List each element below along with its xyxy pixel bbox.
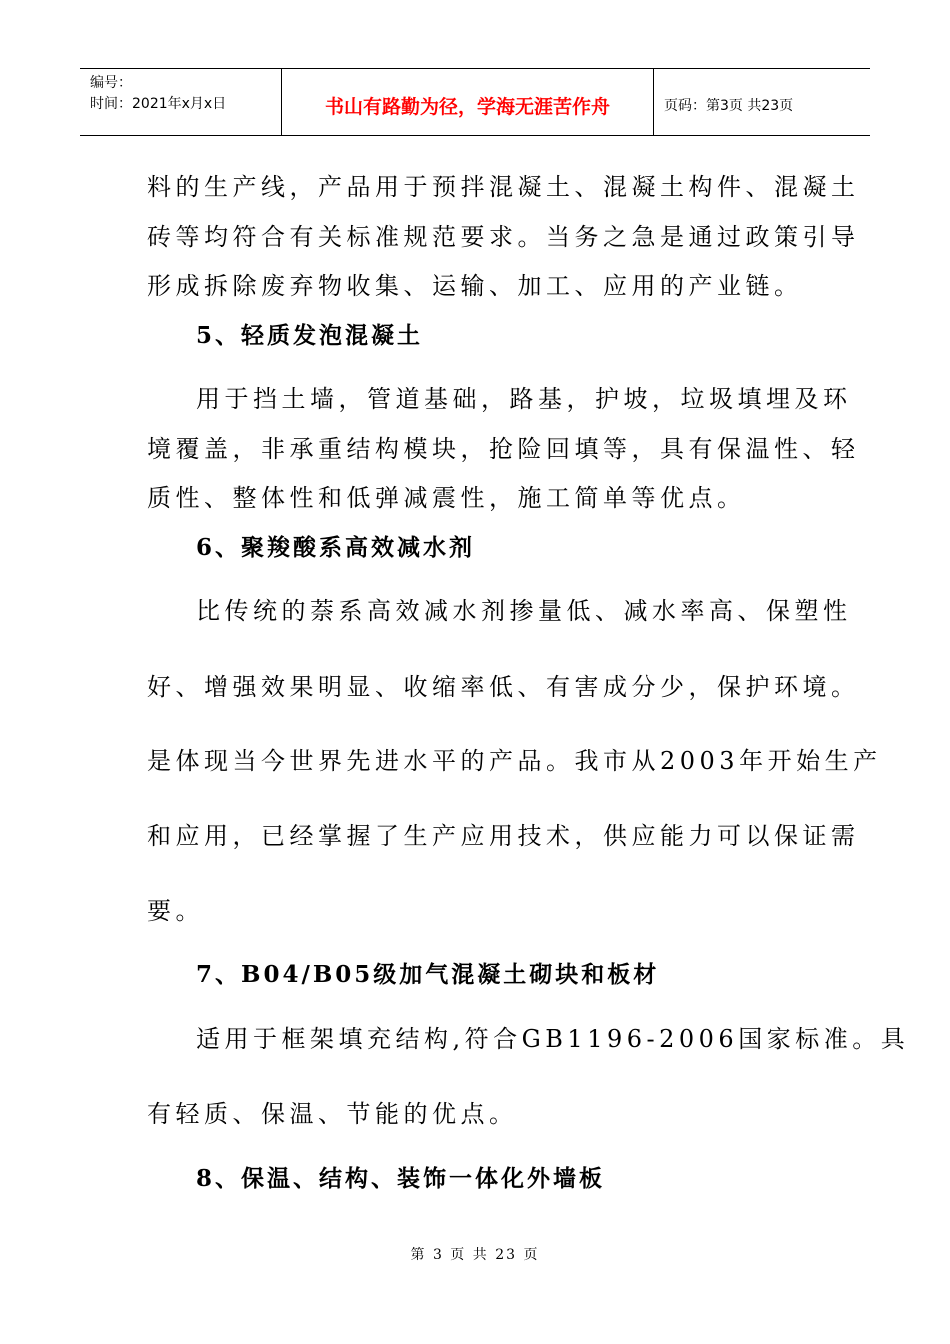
body-line: 是体现当今世界先进水平的产品。我市从2003年开始生产 <box>147 747 882 775</box>
header-meta <box>80 69 282 135</box>
section-heading-7: 7、B04/B05级加气混凝土砌块和板材 <box>196 961 660 988</box>
body-line: 好、增强效果明显、收缩率低、有害成分少，保护环境。 <box>147 673 860 701</box>
header-page-info: 页码：第3页 共23页 <box>664 98 794 114</box>
body-line: 要。 <box>147 897 204 925</box>
body-line: 用于挡土墙，管道基础，路基，护坡，垃圾填埋及环 <box>196 385 852 413</box>
body-line: 料的生产线，产品用于预拌混凝土、混凝土构件、混凝土 <box>147 173 860 201</box>
body-line: 境覆盖，非承重结构模块，抢险回填等，具有保温性、轻 <box>147 435 860 463</box>
section-heading-8: 8、保温、结构、装饰一体化外墙板 <box>196 1165 606 1192</box>
page-footer: 第 3 页 共 23 页 <box>410 1247 540 1263</box>
number-label: 编号： <box>90 75 132 91</box>
body-line: 砖等均符合有关标准规范要求。当务之急是通过政策引导 <box>147 223 860 251</box>
body-line: 比传统的萘系高效减水剂掺量低、减水率高、保塑性 <box>196 597 852 625</box>
header-motto: 书山有路勤为径，学海无涯苦作舟 <box>282 69 654 135</box>
body-line: 和应用，已经掌握了生产应用技术，供应能力可以保证需 <box>147 822 860 850</box>
page-header <box>80 68 870 136</box>
body-line: 质性、整体性和低弹减震性，施工简单等优点。 <box>147 484 746 512</box>
section-heading-5: 5、轻质发泡混凝土 <box>196 322 424 349</box>
body-line: 适用于框架填充结构,符合GB1196-2006国家标准。具 <box>196 1025 910 1053</box>
body-line: 有轻质、保温、节能的优点。 <box>147 1100 518 1128</box>
section-heading-6: 6、聚羧酸系高效减水剂 <box>196 534 476 561</box>
body-line: 形成拆除废弃物收集、运输、加工、应用的产业链。 <box>147 272 803 300</box>
time-label: 时间：2021年x月x日 <box>90 96 227 112</box>
